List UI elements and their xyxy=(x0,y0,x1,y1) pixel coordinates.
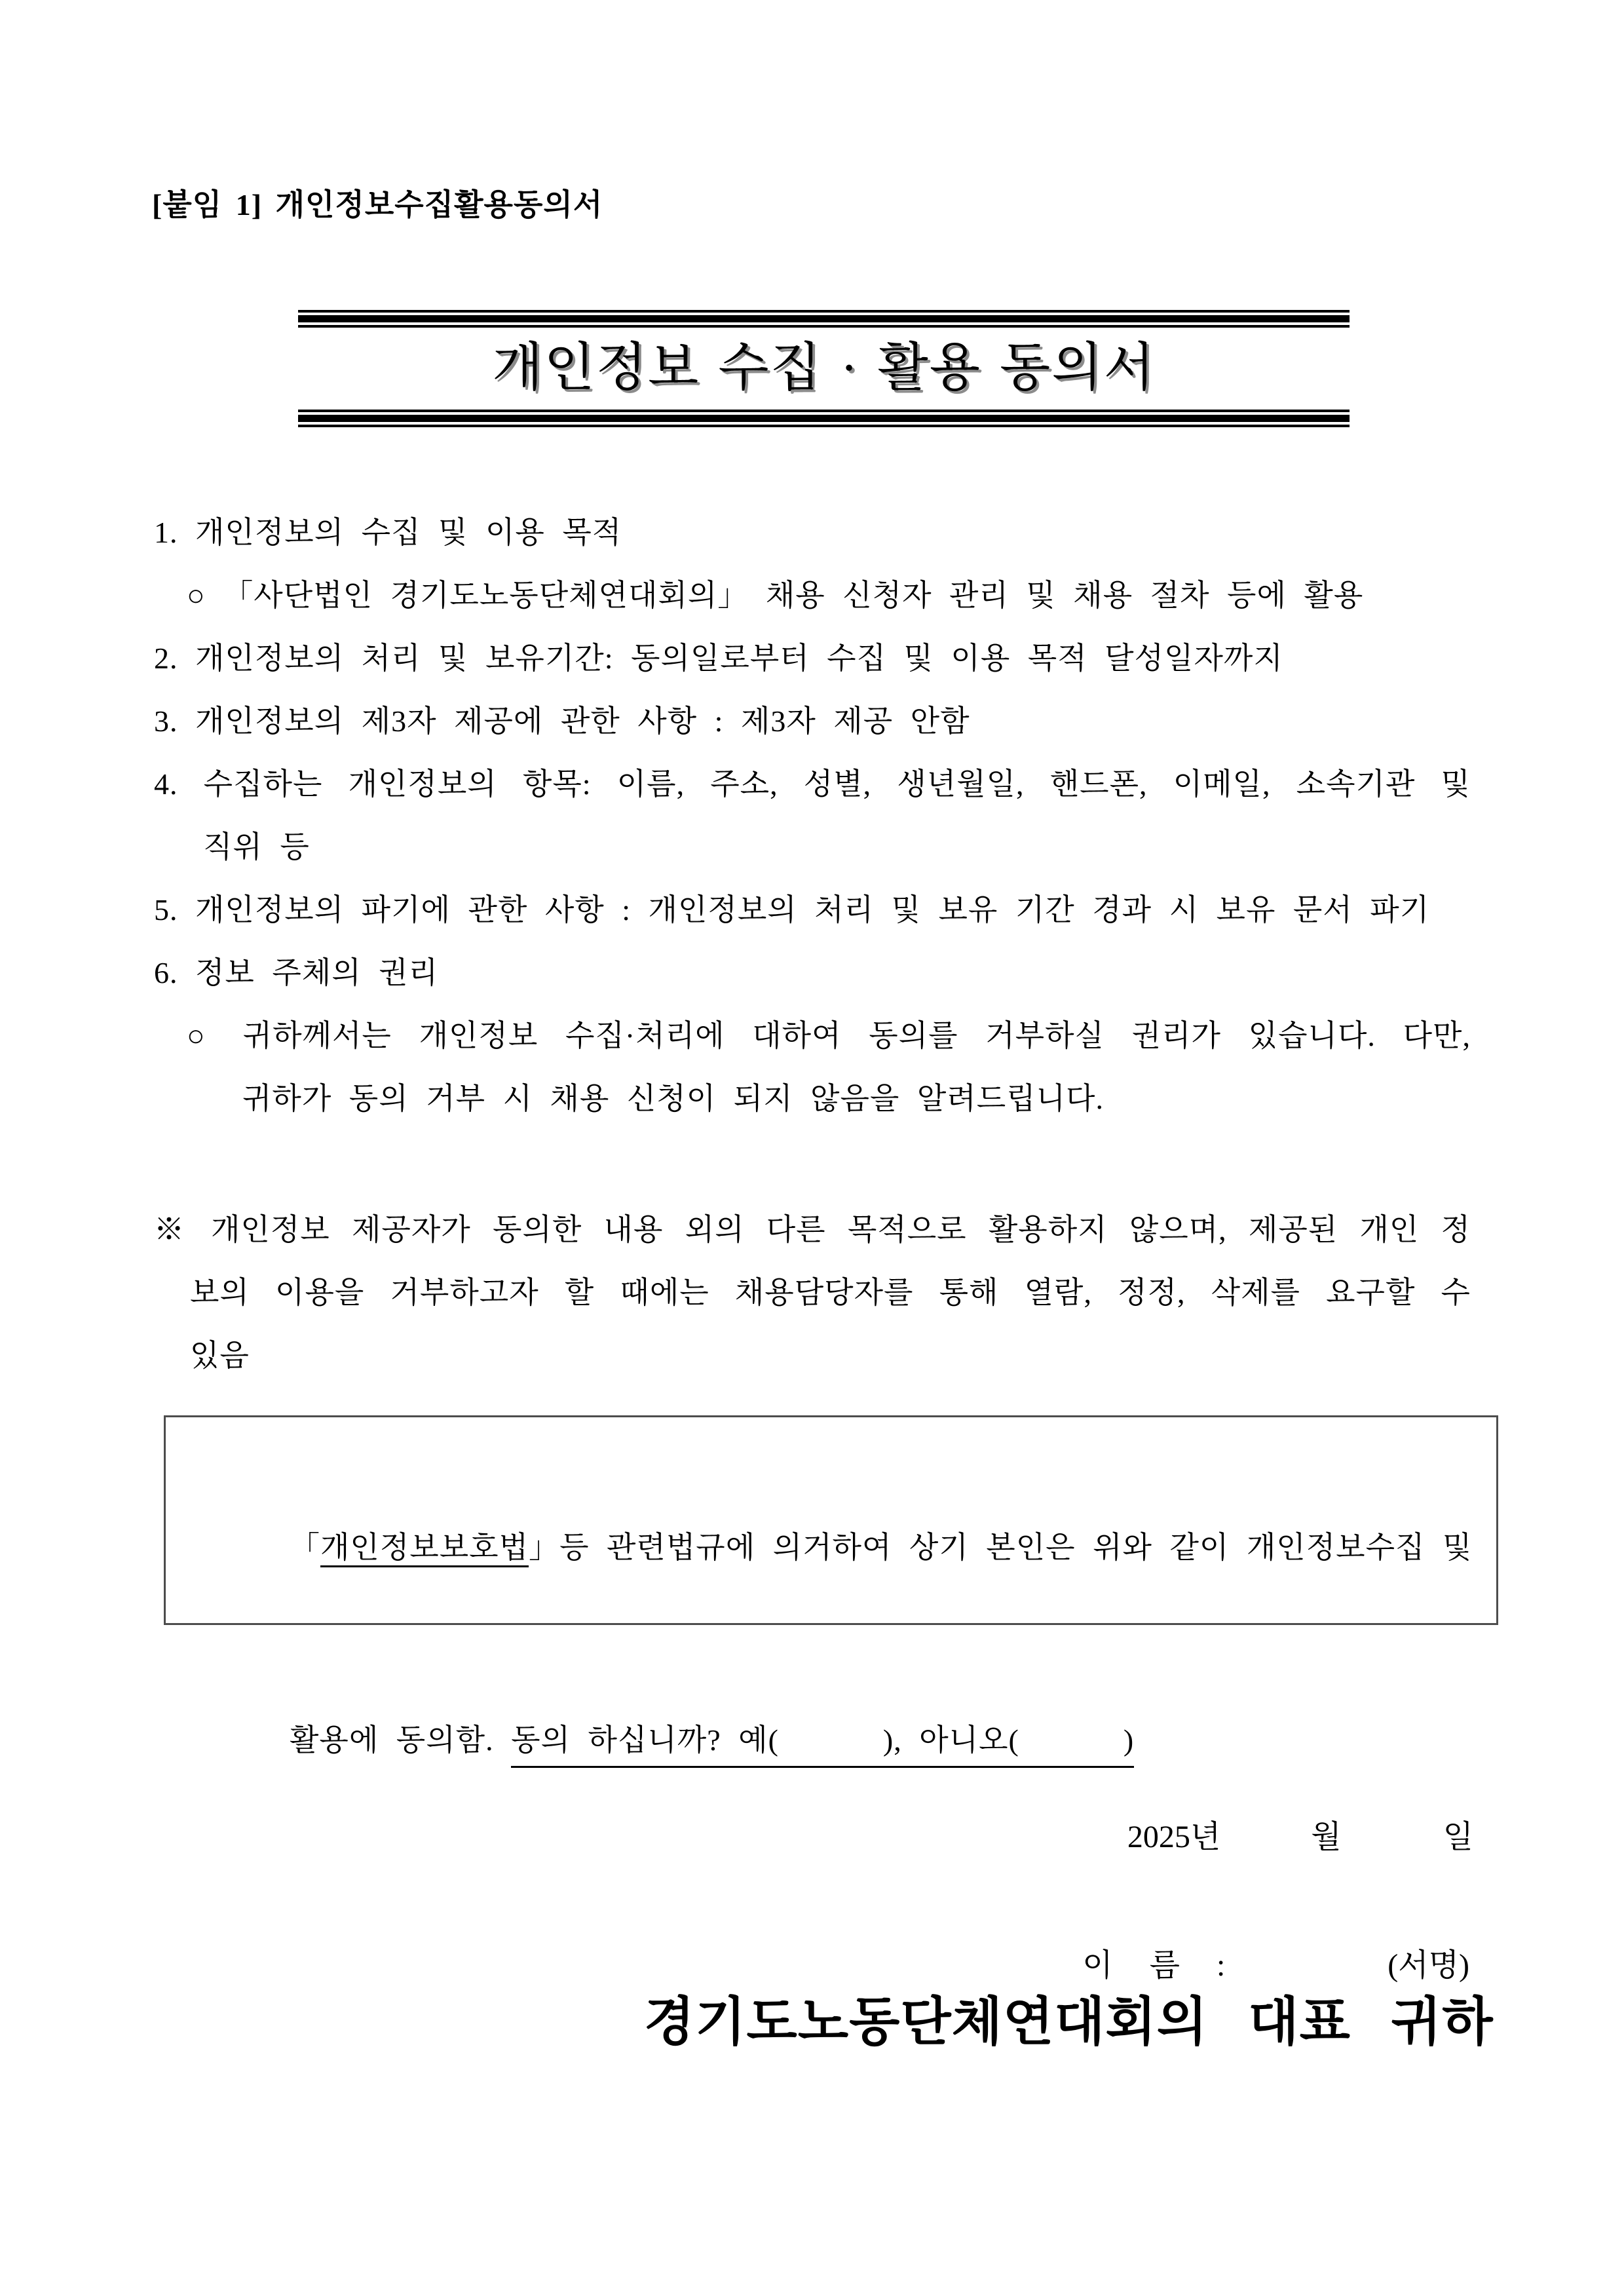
page-title: 개인정보 수집 · 활용 동의서 xyxy=(492,339,1156,397)
body-line-7: 5. 개인정보의 파기에 관한 사항 : 개인정보의 처리 및 보유 기간 경과 시 보유 문서 파기 xyxy=(154,893,1430,927)
body-text xyxy=(154,501,1471,1387)
consent-statement-line-1 xyxy=(185,1451,1477,1644)
title-box xyxy=(298,310,1350,427)
date-month: 월 xyxy=(1311,1820,1342,1854)
body-line-4: 3. 개인정보의 제3자 제공에 관한 사항 : 제3자 제공 안함 xyxy=(154,704,970,738)
note-line-3: 있음 xyxy=(190,1339,250,1372)
date-year: 2025년 xyxy=(1127,1820,1221,1854)
consent-statement-rest: 」등 관련법규에 의거하여 상기 본인은 위와 같이 개인정보수집 및 xyxy=(529,1531,1473,1564)
title-rule-bottom-thin-1 xyxy=(298,410,1350,412)
title-rule-top-thin-1 xyxy=(298,310,1350,313)
body-line-3: 2. 개인정보의 처리 및 보유기간: 동의일로부터 수집 및 이용 목적 달성일자까지 xyxy=(154,641,1283,675)
title-rule-bottom-thin-2 xyxy=(298,425,1350,427)
title-rule-top-thick xyxy=(298,315,1350,322)
body-line-8: 6. 정보 주체의 권리 xyxy=(154,956,439,989)
body-line-9: ○ 귀하께서는 개인정보 수집·처리에 대하여 동의를 거부하실 권리가 있습니다. 다만, xyxy=(187,1019,1471,1052)
attachment-label: [붙임 1] 개인정보수집활용동의서 xyxy=(152,188,603,221)
date-day: 일 xyxy=(1443,1820,1473,1854)
note-line-1: ※ 개인정보 제공자가 동의한 내용 외의 다른 목적으로 활용하지 않으며, 제공된 개인 정 xyxy=(154,1213,1471,1246)
signature-label: (서명) xyxy=(1388,1948,1469,1983)
law-name-underlined: 개인정보보호법 xyxy=(320,1531,529,1567)
body-line-6: 직위 등 xyxy=(203,830,310,864)
note-line-2: 보의 이용을 거부하고자 할 때에는 채용담당자를 통해 열람, 정정, 삭제를 요구할 수 xyxy=(190,1276,1471,1309)
consent-question-prefix: 활용에 동의함. xyxy=(290,1723,512,1757)
paragraph-gap xyxy=(154,1130,1471,1198)
law-bracket-open: 「 xyxy=(290,1531,320,1564)
body-line-10: 귀하가 동의 거부 시 채용 신청이 되지 않음을 알려드립니다. xyxy=(242,1082,1104,1115)
recipient-heading: 경기도노동단체연대회의 대표 귀하 xyxy=(644,1993,1494,2051)
name-label: 이 름 : xyxy=(1082,1948,1226,1983)
consent-question-underlined[interactable]: 동의 하십니까? 예( ), 아니오( ) xyxy=(511,1723,1134,1768)
body-line-2: ○ 「사단법인 경기도노동단체연대회의」 채용 신청자 관리 및 채용 절차 등에 활용 xyxy=(187,579,1364,612)
title-rule-bottom-thick xyxy=(298,415,1350,422)
body-line-5: 4. 수집하는 개인정보의 항목: 이름, 주소, 성별, 생년월일, 핸드폰, 이메일, 소속기관 및 xyxy=(154,767,1471,801)
body-line-1: 1. 개인정보의 수집 및 이용 목적 xyxy=(154,516,622,549)
consent-box xyxy=(164,1415,1498,1757)
